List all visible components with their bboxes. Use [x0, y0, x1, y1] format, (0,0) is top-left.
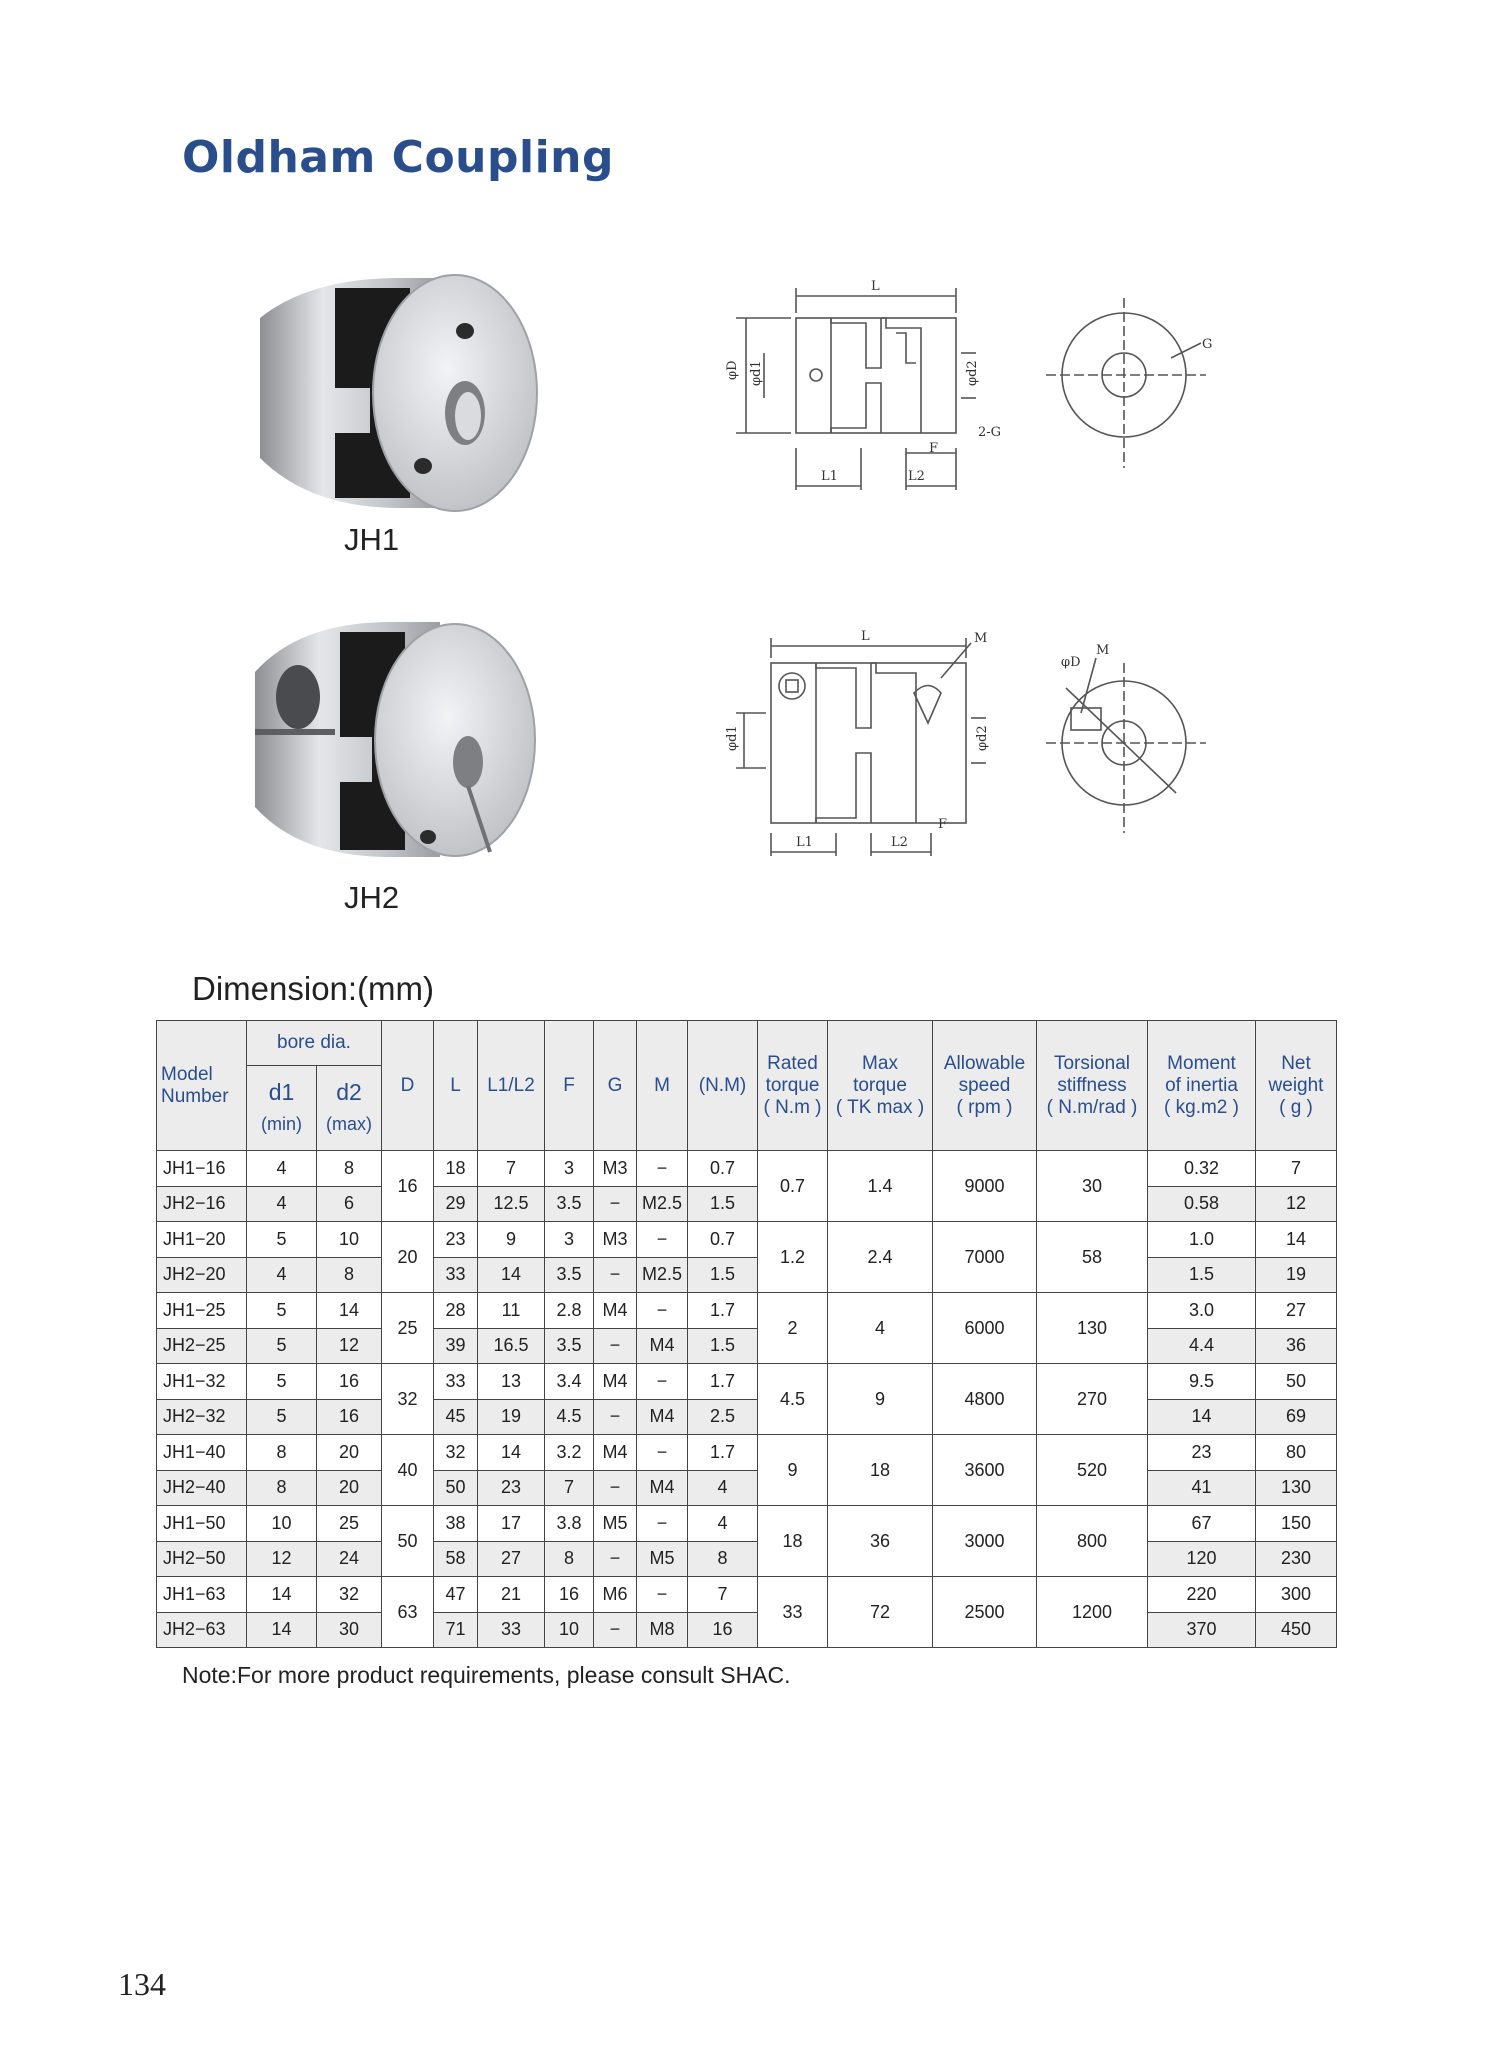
cell-net-weight: 80 [1256, 1435, 1337, 1471]
cell-d2: 14 [317, 1293, 382, 1329]
cell-M: − [637, 1293, 688, 1329]
cell-G: − [594, 1186, 637, 1222]
jh1-dim-L: L [871, 279, 880, 294]
header-M: M [637, 1021, 688, 1151]
cell-model: JH2−50 [157, 1541, 247, 1577]
cell-d1: 5 [247, 1364, 317, 1400]
cell-max-torque: 9 [828, 1364, 933, 1435]
cell-D: 20 [382, 1222, 434, 1293]
cell-d1: 10 [247, 1506, 317, 1542]
cell-NM: 1.7 [688, 1435, 758, 1471]
cell-G: − [594, 1257, 637, 1293]
cell-M: − [637, 1151, 688, 1187]
dimension-title: Dimension:(mm) [192, 970, 435, 1007]
cell-max-torque: 18 [828, 1435, 933, 1506]
cell-F: 3.8 [545, 1506, 594, 1542]
cell-L1L2: 7 [478, 1151, 545, 1187]
cell-L: 45 [434, 1399, 478, 1435]
cell-F: 3.5 [545, 1328, 594, 1364]
cell-net-weight: 150 [1256, 1506, 1337, 1542]
cell-net-weight: 69 [1256, 1399, 1337, 1435]
cell-L: 23 [434, 1222, 478, 1258]
cell-G: M4 [594, 1293, 637, 1329]
jh2-dim-d1: φd1 [725, 725, 740, 751]
header-moment-of-inertia [1148, 1021, 1256, 1151]
cell-allowable-speed: 4800 [933, 1364, 1037, 1435]
cell-L1L2: 11 [478, 1293, 545, 1329]
cell-moment-of-inertia: 370 [1148, 1612, 1256, 1648]
jh2-coupling-photo [240, 612, 550, 872]
cell-d2: 30 [317, 1612, 382, 1648]
cell-model: JH2−25 [157, 1328, 247, 1364]
cell-moment-of-inertia: 0.58 [1148, 1186, 1256, 1222]
cell-d1: 8 [247, 1470, 317, 1506]
cell-d2: 8 [317, 1151, 382, 1187]
header-D: D [382, 1021, 434, 1151]
cell-F: 3 [545, 1222, 594, 1258]
cell-moment-of-inertia: 14 [1148, 1399, 1256, 1435]
cell-F: 7 [545, 1470, 594, 1506]
table-row [157, 1399, 1337, 1435]
cell-d2: 16 [317, 1399, 382, 1435]
cell-rated-torque: 2 [758, 1293, 828, 1364]
cell-model: JH1−20 [157, 1222, 247, 1258]
cell-allowable-speed: 9000 [933, 1151, 1037, 1222]
cell-net-weight: 7 [1256, 1151, 1337, 1187]
jh1-dim-d1: φd1 [749, 360, 764, 386]
cell-L: 18 [434, 1151, 478, 1187]
cell-G: M5 [594, 1506, 637, 1542]
cell-M: − [637, 1222, 688, 1258]
cell-net-weight: 450 [1256, 1612, 1337, 1648]
cell-L: 33 [434, 1257, 478, 1293]
cell-L1L2: 17 [478, 1506, 545, 1542]
cell-F: 4.5 [545, 1399, 594, 1435]
cell-L1L2: 16.5 [478, 1328, 545, 1364]
cell-d2: 20 [317, 1435, 382, 1471]
cell-F: 3.4 [545, 1364, 594, 1400]
cell-F: 3.5 [545, 1257, 594, 1293]
cell-moment-of-inertia: 1.5 [1148, 1257, 1256, 1293]
cell-M: M5 [637, 1541, 688, 1577]
cell-M: − [637, 1506, 688, 1542]
cell-model: JH1−32 [157, 1364, 247, 1400]
cell-NM: 0.7 [688, 1222, 758, 1258]
cell-G: − [594, 1541, 637, 1577]
cell-rated-torque: 18 [758, 1506, 828, 1577]
cell-D: 40 [382, 1435, 434, 1506]
cell-G: − [594, 1328, 637, 1364]
cell-net-weight: 36 [1256, 1328, 1337, 1364]
cell-NM: 16 [688, 1612, 758, 1648]
cell-L: 28 [434, 1293, 478, 1329]
cell-NM: 1.5 [688, 1328, 758, 1364]
cell-L1L2: 13 [478, 1364, 545, 1400]
cell-F: 8 [545, 1541, 594, 1577]
cell-d1: 4 [247, 1257, 317, 1293]
cell-d1: 5 [247, 1222, 317, 1258]
table-row [157, 1257, 1337, 1293]
jh1-dim-L2: L2 [908, 469, 925, 484]
cell-M: − [637, 1577, 688, 1613]
footnote: Note:For more product requirements, please consult SHAC. [182, 1662, 791, 1688]
cell-d2: 24 [317, 1541, 382, 1577]
cell-G: − [594, 1399, 637, 1435]
jh1-dim-d2: φd2 [965, 360, 980, 386]
header-d2-sub: (max) [326, 1114, 372, 1134]
header-max-torque [828, 1021, 933, 1151]
jh1-model-label: JH1 [344, 522, 400, 557]
cell-moment-of-inertia: 0.32 [1148, 1151, 1256, 1187]
jh2-technical-drawing [656, 618, 1236, 878]
cell-F: 2.8 [545, 1293, 594, 1329]
cell-F: 3.5 [545, 1186, 594, 1222]
cell-net-weight: 300 [1256, 1577, 1337, 1613]
cell-L1L2: 12.5 [478, 1186, 545, 1222]
cell-G: M4 [594, 1435, 637, 1471]
cell-G: − [594, 1470, 637, 1506]
table-row [157, 1151, 1337, 1187]
header-speed-label: Allowable speed [943, 1052, 1026, 1096]
cell-d1: 12 [247, 1541, 317, 1577]
jh2-dim-F: F [938, 817, 948, 832]
table-row [157, 1506, 1337, 1542]
cell-torsional-stiffness: 30 [1037, 1151, 1148, 1222]
cell-rated-torque: 4.5 [758, 1364, 828, 1435]
cell-M: − [637, 1435, 688, 1471]
cell-torsional-stiffness: 270 [1037, 1364, 1148, 1435]
cell-model: JH1−40 [157, 1435, 247, 1471]
cell-F: 3 [545, 1151, 594, 1187]
cell-moment-of-inertia: 3.0 [1148, 1293, 1256, 1329]
cell-d1: 5 [247, 1399, 317, 1435]
cell-G: M3 [594, 1222, 637, 1258]
cell-net-weight: 19 [1256, 1257, 1337, 1293]
cell-d2: 10 [317, 1222, 382, 1258]
cell-d2: 25 [317, 1506, 382, 1542]
cell-torsional-stiffness: 800 [1037, 1506, 1148, 1577]
cell-G: M3 [594, 1151, 637, 1187]
header-max-label: Max torque [853, 1052, 907, 1096]
cell-model: JH2−20 [157, 1257, 247, 1293]
table-row [157, 1186, 1337, 1222]
header-max-unit: ( TK max ) [835, 1096, 925, 1118]
cell-L1L2: 19 [478, 1399, 545, 1435]
cell-allowable-speed: 7000 [933, 1222, 1037, 1293]
table-row [157, 1293, 1337, 1329]
cell-model: JH1−25 [157, 1293, 247, 1329]
cell-model: JH1−50 [157, 1506, 247, 1542]
cell-d1: 5 [247, 1293, 317, 1329]
jh2-dim-L1: L1 [796, 835, 813, 850]
cell-d2: 8 [317, 1257, 382, 1293]
cell-NM: 1.7 [688, 1364, 758, 1400]
cell-D: 50 [382, 1506, 434, 1577]
cell-allowable-speed: 6000 [933, 1293, 1037, 1364]
cell-model: JH2−16 [157, 1186, 247, 1222]
cell-NM: 1.5 [688, 1186, 758, 1222]
header-net-weight [1256, 1021, 1337, 1151]
cell-L: 29 [434, 1186, 478, 1222]
cell-torsional-stiffness: 520 [1037, 1435, 1148, 1506]
jh1-technical-drawing [656, 258, 1236, 518]
dimension-table [156, 1020, 1337, 1648]
jh2-model-label: JH2 [344, 880, 400, 915]
cell-rated-torque: 1.2 [758, 1222, 828, 1293]
jh1-dim-2G: 2-G [978, 425, 1002, 440]
cell-d1: 4 [247, 1151, 317, 1187]
cell-L: 33 [434, 1364, 478, 1400]
cell-L1L2: 14 [478, 1257, 545, 1293]
header-bore-dia: bore dia. [247, 1021, 382, 1066]
cell-net-weight: 27 [1256, 1293, 1337, 1329]
cell-max-torque: 36 [828, 1506, 933, 1577]
cell-d1: 14 [247, 1612, 317, 1648]
cell-L: 58 [434, 1541, 478, 1577]
cell-L: 39 [434, 1328, 478, 1364]
cell-M: M8 [637, 1612, 688, 1648]
cell-L: 32 [434, 1435, 478, 1471]
header-L: L [434, 1021, 478, 1151]
cell-L1L2: 9 [478, 1222, 545, 1258]
cell-M: M4 [637, 1399, 688, 1435]
cell-G: M6 [594, 1577, 637, 1613]
cell-allowable-speed: 3600 [933, 1435, 1037, 1506]
cell-moment-of-inertia: 220 [1148, 1577, 1256, 1613]
cell-d1: 14 [247, 1577, 317, 1613]
cell-max-torque: 72 [828, 1577, 933, 1648]
cell-model: JH1−63 [157, 1577, 247, 1613]
cell-model: JH1−16 [157, 1151, 247, 1187]
header-inertia-label: Moment of inertia [1165, 1052, 1238, 1096]
cell-NM: 7 [688, 1577, 758, 1613]
page-number: 134 [118, 1966, 166, 2002]
cell-NM: 8 [688, 1541, 758, 1577]
cell-max-torque: 4 [828, 1293, 933, 1364]
cell-F: 10 [545, 1612, 594, 1648]
header-stiff-unit: ( N.m/rad ) [1046, 1096, 1138, 1118]
jh2-dim-L2: L2 [891, 835, 908, 850]
cell-d2: 6 [317, 1186, 382, 1222]
cell-d1: 4 [247, 1186, 317, 1222]
cell-L: 71 [434, 1612, 478, 1648]
cell-F: 3.2 [545, 1435, 594, 1471]
cell-moment-of-inertia: 41 [1148, 1470, 1256, 1506]
cell-M: − [637, 1364, 688, 1400]
cell-torsional-stiffness: 130 [1037, 1293, 1148, 1364]
cell-d2: 16 [317, 1364, 382, 1400]
header-stiff-label: Torsional stiffness [1053, 1052, 1131, 1096]
jh1-dim-F: F [929, 441, 939, 456]
cell-moment-of-inertia: 67 [1148, 1506, 1256, 1542]
table-row [157, 1470, 1337, 1506]
cell-M: M2.5 [637, 1186, 688, 1222]
cell-NM: 0.7 [688, 1151, 758, 1187]
cell-rated-torque: 0.7 [758, 1151, 828, 1222]
header-d1-sub: (min) [261, 1114, 302, 1134]
table-row [157, 1435, 1337, 1471]
table-header-row-1 [157, 1021, 1337, 1066]
cell-G: − [594, 1612, 637, 1648]
cell-moment-of-inertia: 4.4 [1148, 1328, 1256, 1364]
cell-max-torque: 2.4 [828, 1222, 933, 1293]
cell-G: M4 [594, 1364, 637, 1400]
cell-L1L2: 14 [478, 1435, 545, 1471]
cell-M: M2.5 [637, 1257, 688, 1293]
jh2-dim-d2: φd2 [975, 725, 990, 751]
table-row [157, 1328, 1337, 1364]
cell-torsional-stiffness: 58 [1037, 1222, 1148, 1293]
header-weight-unit: ( g ) [1279, 1096, 1313, 1118]
table-row [157, 1541, 1337, 1577]
cell-max-torque: 1.4 [828, 1151, 933, 1222]
cell-rated-torque: 9 [758, 1435, 828, 1506]
cell-d2: 12 [317, 1328, 382, 1364]
header-L1L2: L1/L2 [478, 1021, 545, 1151]
table-row [157, 1222, 1337, 1258]
cell-D: 32 [382, 1364, 434, 1435]
cell-D: 16 [382, 1151, 434, 1222]
cell-L: 38 [434, 1506, 478, 1542]
jh2-dim-L: L [861, 629, 870, 644]
cell-moment-of-inertia: 1.0 [1148, 1222, 1256, 1258]
cell-rated-torque: 33 [758, 1577, 828, 1648]
cell-NM: 4 [688, 1470, 758, 1506]
cell-D: 63 [382, 1577, 434, 1648]
cell-model: JH2−63 [157, 1612, 247, 1648]
cell-F: 16 [545, 1577, 594, 1613]
header-inertia-unit: ( kg.m2 ) [1164, 1096, 1239, 1118]
header-d2 [317, 1066, 382, 1151]
cell-moment-of-inertia: 9.5 [1148, 1364, 1256, 1400]
cell-NM: 2.5 [688, 1399, 758, 1435]
cell-M: M4 [637, 1470, 688, 1506]
cell-d1: 8 [247, 1435, 317, 1471]
header-weight-label: Net weight [1268, 1052, 1324, 1096]
header-d2-label: d2 [336, 1079, 362, 1105]
header-rated-torque [758, 1021, 828, 1151]
cell-moment-of-inertia: 120 [1148, 1541, 1256, 1577]
cell-net-weight: 12 [1256, 1186, 1337, 1222]
cell-net-weight: 50 [1256, 1364, 1337, 1400]
header-speed-unit: ( rpm ) [956, 1096, 1013, 1118]
cell-net-weight: 14 [1256, 1222, 1337, 1258]
cell-L1L2: 33 [478, 1612, 545, 1648]
jh1-dim-G: G [1202, 337, 1213, 352]
cell-d2: 32 [317, 1577, 382, 1613]
jh2-dim-M-end: M [1096, 643, 1110, 658]
header-d1 [247, 1066, 317, 1151]
cell-L1L2: 23 [478, 1470, 545, 1506]
cell-L: 47 [434, 1577, 478, 1613]
page-title: Oldham Coupling [182, 132, 614, 183]
table-row [157, 1612, 1337, 1648]
cell-model: JH2−40 [157, 1470, 247, 1506]
cell-L1L2: 27 [478, 1541, 545, 1577]
cell-allowable-speed: 3000 [933, 1506, 1037, 1577]
cell-d1: 5 [247, 1328, 317, 1364]
header-allowable-speed [933, 1021, 1037, 1151]
header-rated-label: Rated torque [765, 1052, 820, 1096]
header-NM: (N.M) [688, 1021, 758, 1151]
header-G: G [594, 1021, 637, 1151]
cell-D: 25 [382, 1293, 434, 1364]
cell-net-weight: 130 [1256, 1470, 1337, 1506]
cell-NM: 1.5 [688, 1257, 758, 1293]
table-row [157, 1577, 1337, 1613]
cell-NM: 4 [688, 1506, 758, 1542]
cell-net-weight: 230 [1256, 1541, 1337, 1577]
jh1-coupling-photo [240, 258, 550, 528]
header-d1-label: d1 [268, 1079, 295, 1105]
cell-NM: 1.7 [688, 1293, 758, 1329]
cell-d2: 20 [317, 1470, 382, 1506]
jh1-dim-L1: L1 [821, 469, 838, 484]
cell-model: JH2−32 [157, 1399, 247, 1435]
cell-M: M4 [637, 1328, 688, 1364]
table-row [157, 1364, 1337, 1400]
header-rated-unit: ( N.m ) [763, 1096, 822, 1118]
header-torsional-stiffness [1037, 1021, 1148, 1151]
cell-allowable-speed: 2500 [933, 1577, 1037, 1648]
cell-L: 50 [434, 1470, 478, 1506]
jh2-dim-M: M [974, 631, 988, 646]
cell-moment-of-inertia: 23 [1148, 1435, 1256, 1471]
cell-L1L2: 21 [478, 1577, 545, 1613]
cell-torsional-stiffness: 1200 [1037, 1577, 1148, 1648]
header-F: F [545, 1021, 594, 1151]
jh1-dim-D: φD [725, 360, 740, 380]
header-model: Model Number [157, 1021, 247, 1151]
jh2-dim-D: φD [1061, 655, 1081, 670]
